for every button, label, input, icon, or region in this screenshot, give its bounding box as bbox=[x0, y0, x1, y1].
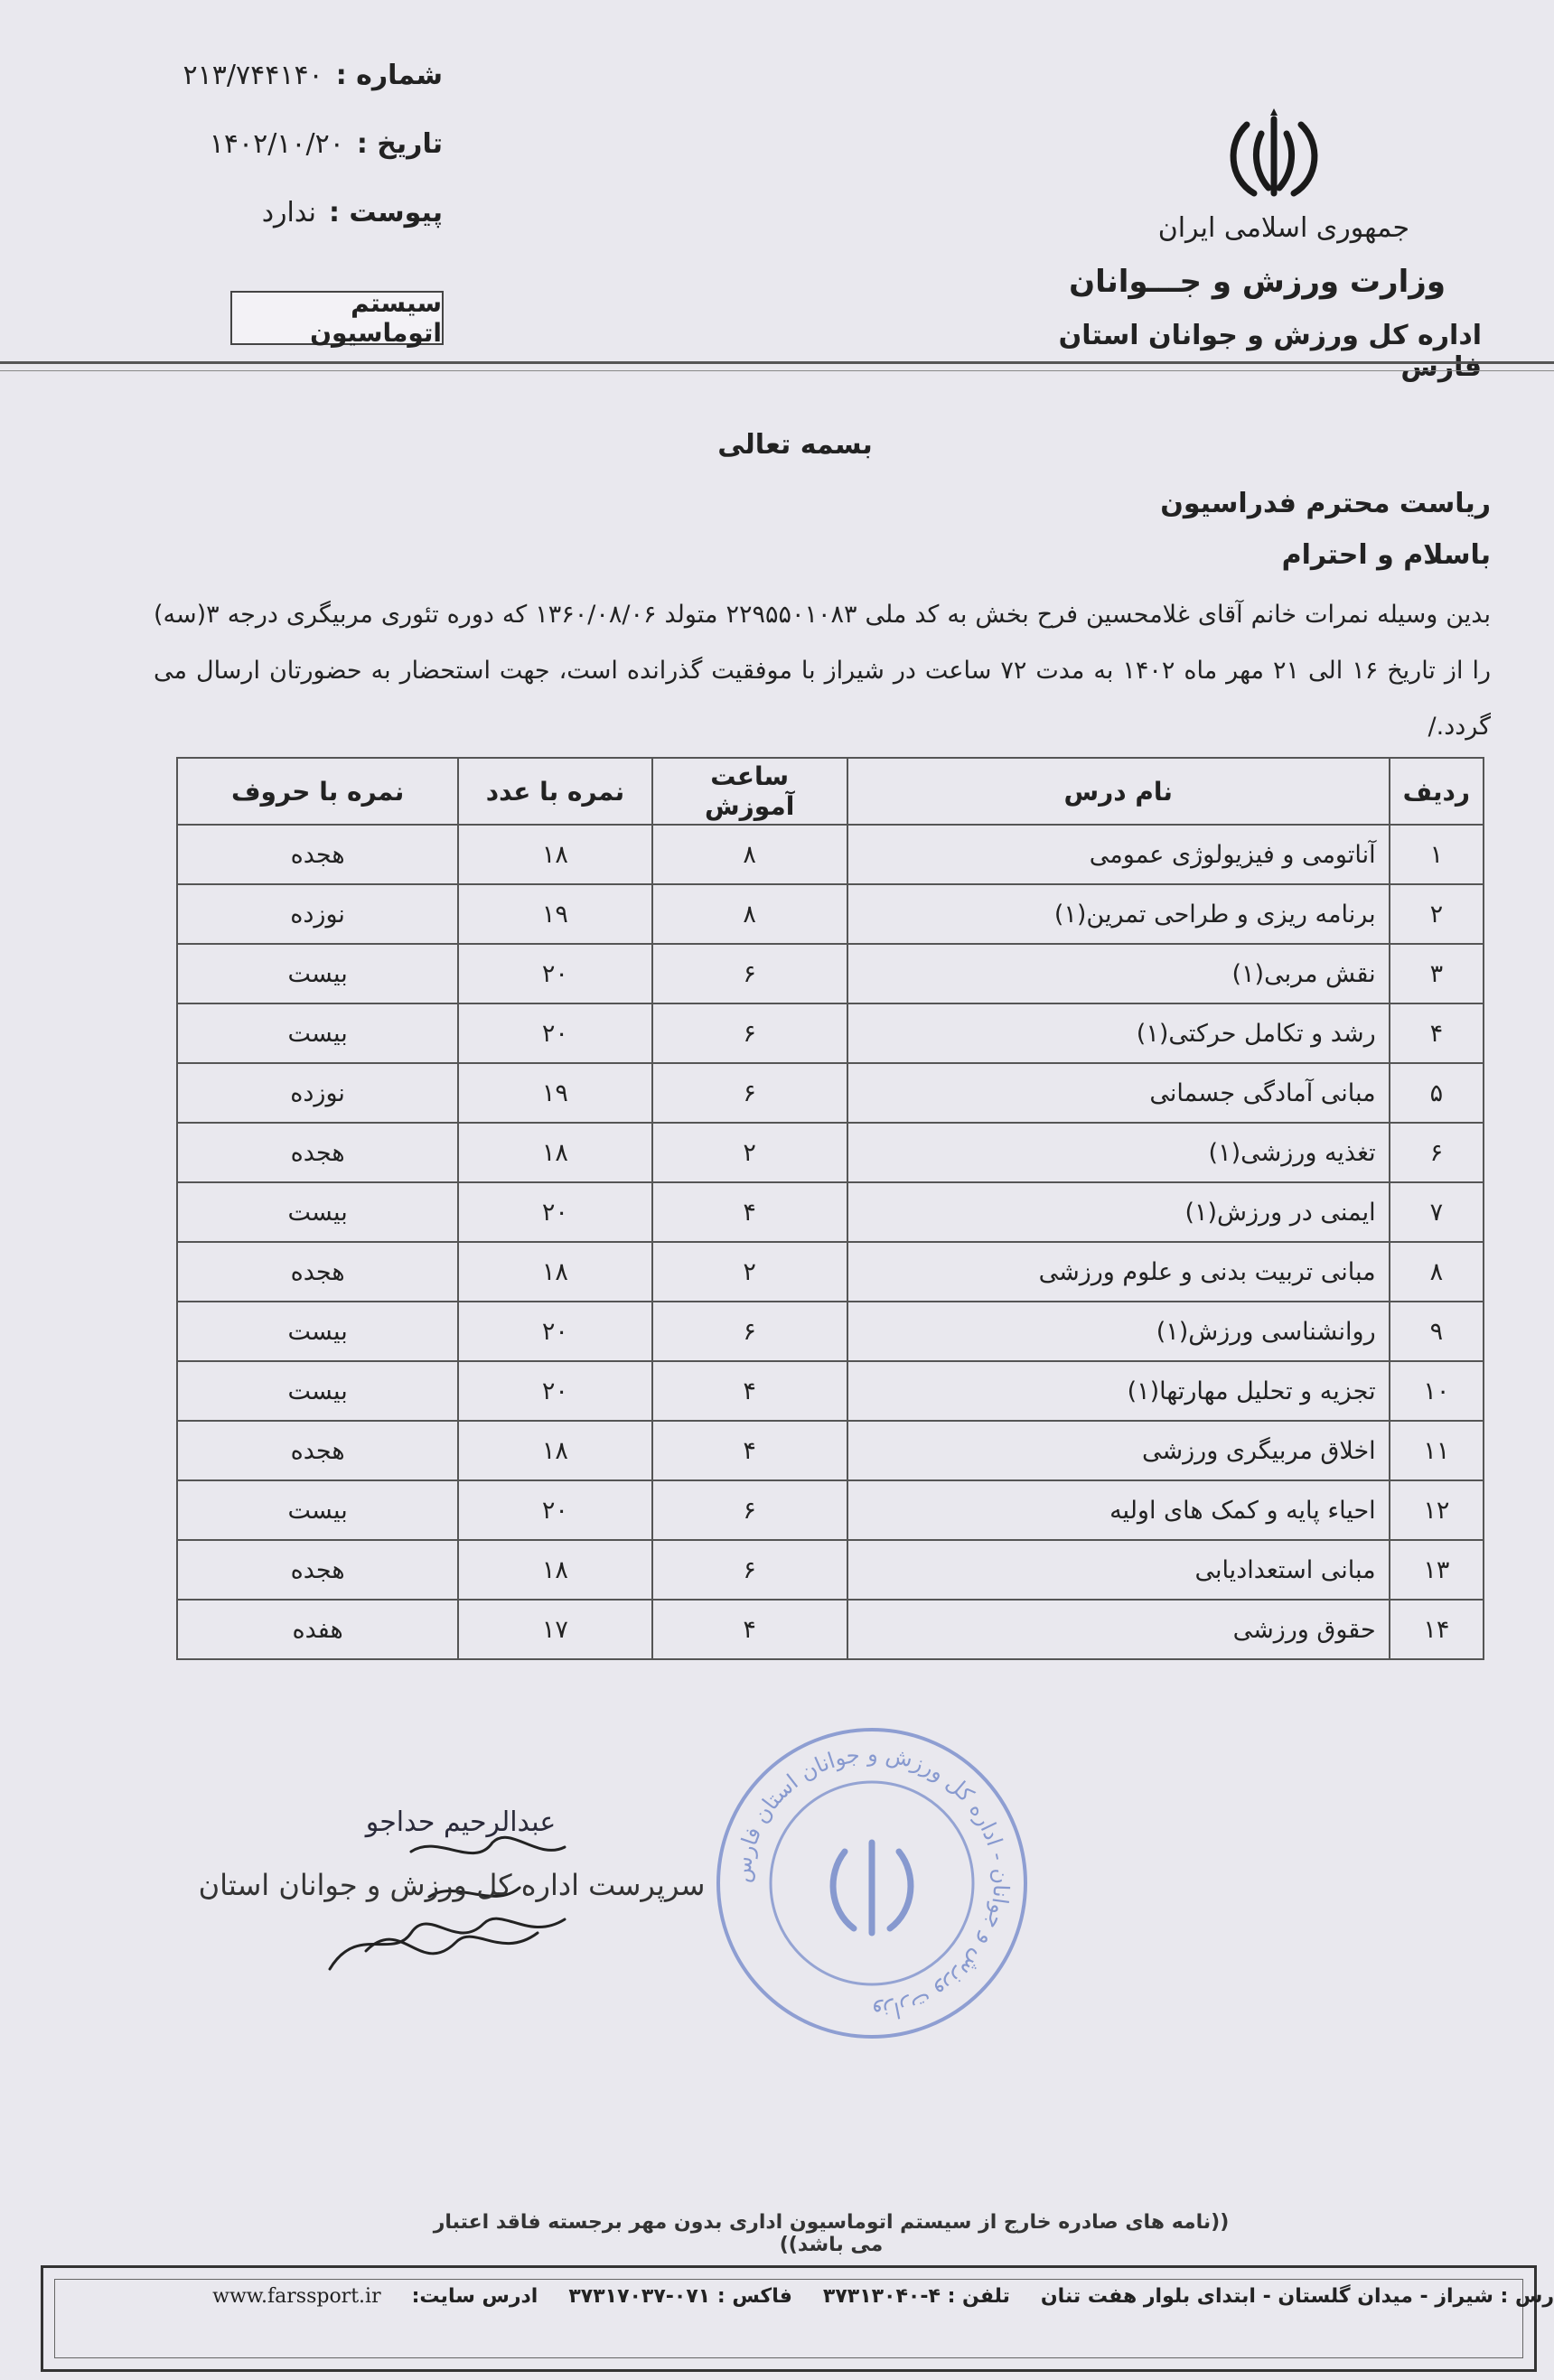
grade-words-cell: بیست bbox=[177, 1182, 458, 1242]
header-divider bbox=[0, 361, 1554, 364]
table-row bbox=[177, 825, 1484, 884]
course-name-cell: مبانی استعدادیابی bbox=[847, 1540, 1390, 1600]
course-name-cell: تغذیه ورزشی(۱) bbox=[847, 1123, 1390, 1182]
grade-number-cell: ۱۸ bbox=[458, 825, 651, 884]
training-hours-cell: ۲ bbox=[652, 1242, 847, 1302]
grade-number-cell: ۲۰ bbox=[458, 1361, 651, 1421]
grade-words-cell: بیست bbox=[177, 1480, 458, 1540]
row-number-cell: ۱۳ bbox=[1390, 1540, 1484, 1600]
grades-table bbox=[176, 757, 1484, 1660]
row-number-cell: ۶ bbox=[1390, 1123, 1484, 1182]
table-row bbox=[177, 1540, 1484, 1600]
grade-words-cell: بیست bbox=[177, 1361, 458, 1421]
footer-website-label: ادرس سایت: bbox=[411, 2285, 538, 2308]
training-hours-cell: ۴ bbox=[652, 1182, 847, 1242]
grade-words-cell: هجده bbox=[177, 1540, 458, 1600]
signatory-name: عبدالرحیم حداجو bbox=[365, 1806, 557, 1838]
official-seal-icon bbox=[705, 1716, 1039, 2050]
course-name-cell: حقوق ورزشی bbox=[847, 1600, 1390, 1659]
course-name-cell: مبانی تربیت بدنی و علوم ورزشی bbox=[847, 1242, 1390, 1302]
course-name-cell: ایمنی در ورزش(۱) bbox=[847, 1182, 1390, 1242]
table-row bbox=[177, 884, 1484, 944]
table-row bbox=[177, 1600, 1484, 1659]
grade-number-cell: ۱۸ bbox=[458, 1540, 651, 1600]
table-row bbox=[177, 1242, 1484, 1302]
course-name-cell: برنامه ریزی و طراحی تمرین(۱) bbox=[847, 884, 1390, 944]
header-divider-thin bbox=[0, 370, 1554, 371]
table-row bbox=[177, 1063, 1484, 1123]
number-row bbox=[136, 41, 443, 109]
course-name-cell: اخلاق مربیگری ورزشی bbox=[847, 1421, 1390, 1480]
grade-number-cell: ۱۸ bbox=[458, 1242, 651, 1302]
country-name: جمهوری اسلامی ایران bbox=[1157, 212, 1409, 244]
training-hours-cell: ۴ bbox=[652, 1421, 847, 1480]
course-name-cell: روانشناسی ورزش(۱) bbox=[847, 1302, 1390, 1361]
number-value: ۲۱۳/۷۴۴۱۴۰ bbox=[183, 59, 323, 91]
row-number-cell: ۱۰ bbox=[1390, 1361, 1484, 1421]
attachment-row bbox=[136, 178, 443, 247]
grade-number-cell: ۱۷ bbox=[458, 1600, 651, 1659]
training-hours-cell: ۶ bbox=[652, 1003, 847, 1063]
header-course-name: نام درس bbox=[847, 758, 1390, 825]
grade-number-cell: ۱۹ bbox=[458, 1063, 651, 1123]
footer-contact bbox=[136, 2285, 1554, 2308]
grade-words-cell: نوزده bbox=[177, 1063, 458, 1123]
header-grade-words: نمره با حروف bbox=[177, 758, 458, 825]
seal-ring-text: وزارت ورزش و جوانان - اداره کل ورزش و جوانان استان فارس bbox=[729, 1741, 1015, 2026]
grade-number-cell: ۲۰ bbox=[458, 1480, 651, 1540]
table-row bbox=[177, 1182, 1484, 1242]
training-hours-cell: ۸ bbox=[652, 825, 847, 884]
table-header-row bbox=[177, 758, 1484, 825]
row-number-cell: ۳ bbox=[1390, 944, 1484, 1003]
row-number-cell: ۹ bbox=[1390, 1302, 1484, 1361]
grades-table-body bbox=[177, 825, 1484, 1659]
header-grade-number: نمره با عدد bbox=[458, 758, 651, 825]
date-value: ۱۴۰۲/۱۰/۲۰ bbox=[209, 127, 344, 160]
grade-number-cell: ۲۰ bbox=[458, 1003, 651, 1063]
office-name: اداره کل ورزش و جوانان استان فارس bbox=[1058, 320, 1482, 383]
date-label: تاریخ : bbox=[356, 127, 443, 160]
training-hours-cell: ۶ bbox=[652, 1302, 847, 1361]
course-name-cell: احیاء پایه و کمک های اولیه bbox=[847, 1480, 1390, 1540]
grade-words-cell: هجده bbox=[177, 1242, 458, 1302]
grade-words-cell: هجده bbox=[177, 1123, 458, 1182]
training-hours-cell: ۴ bbox=[652, 1361, 847, 1421]
grade-number-cell: ۱۸ bbox=[458, 1421, 651, 1480]
addressee: ریاست محترم فدراسیون bbox=[1160, 488, 1491, 519]
table-row bbox=[177, 1421, 1484, 1480]
course-name-cell: آناتومی و فیزیولوژی عمومی bbox=[847, 825, 1390, 884]
date-row bbox=[136, 109, 443, 178]
training-hours-cell: ۶ bbox=[652, 1480, 847, 1540]
grade-words-cell: هفده bbox=[177, 1600, 458, 1659]
table-row bbox=[177, 1123, 1484, 1182]
signatory-title: سرپرست اداره کل ورزش و جوانان استان bbox=[198, 1868, 706, 1902]
training-hours-cell: ۶ bbox=[652, 944, 847, 1003]
bismillah: بسمه تعالی bbox=[717, 429, 873, 461]
table-row bbox=[177, 1361, 1484, 1421]
grade-words-cell: هجده bbox=[177, 1421, 458, 1480]
attachment-label: پیوست : bbox=[328, 196, 443, 229]
table-row bbox=[177, 1480, 1484, 1540]
training-hours-cell: ۲ bbox=[652, 1123, 847, 1182]
letter-body bbox=[154, 488, 1491, 755]
row-number-cell: ۱۴ bbox=[1390, 1600, 1484, 1659]
footer-website-link[interactable]: www.farssport.ir bbox=[212, 2285, 381, 2308]
grade-words-cell: بیست bbox=[177, 944, 458, 1003]
grade-words-cell: بیست bbox=[177, 1302, 458, 1361]
footer-fax: فاکس : ۰۷۱-۳۷۳۱۷۰۳۷ bbox=[568, 2285, 792, 2308]
training-hours-cell: ۶ bbox=[652, 1063, 847, 1123]
iran-emblem-icon bbox=[1220, 107, 1328, 201]
grade-number-cell: ۲۰ bbox=[458, 1182, 651, 1242]
footer-note: ((نامه های صادره خارج از سیستم اتوماسیون اداری بدون مهر برجسته فاقد اعتبار می باشد)) bbox=[433, 2211, 1230, 2256]
row-number-cell: ۷ bbox=[1390, 1182, 1484, 1242]
training-hours-cell: ۸ bbox=[652, 884, 847, 944]
row-number-cell: ۱۱ bbox=[1390, 1421, 1484, 1480]
grade-number-cell: ۲۰ bbox=[458, 1302, 651, 1361]
course-name-cell: تجزیه و تحلیل مهارتها(۱) bbox=[847, 1361, 1390, 1421]
grade-words-cell: بیست bbox=[177, 1003, 458, 1063]
grade-number-cell: ۱۸ bbox=[458, 1123, 651, 1182]
table-row bbox=[177, 1003, 1484, 1063]
grade-words-cell: هجده bbox=[177, 825, 458, 884]
row-number-cell: ۵ bbox=[1390, 1063, 1484, 1123]
footer-box bbox=[41, 2265, 1537, 2372]
automation-badge: سیستم اتوماسیون bbox=[230, 291, 444, 345]
row-number-cell: ۸ bbox=[1390, 1242, 1484, 1302]
government-header bbox=[976, 212, 1482, 383]
grade-number-cell: ۲۰ bbox=[458, 944, 651, 1003]
table-row bbox=[177, 944, 1484, 1003]
number-label: شماره : bbox=[335, 59, 443, 91]
greeting: باسلام و احترام bbox=[1281, 539, 1491, 571]
grade-number-cell: ۱۹ bbox=[458, 884, 651, 944]
letter-meta bbox=[136, 41, 443, 247]
row-number-cell: ۱ bbox=[1390, 825, 1484, 884]
row-number-cell: ۱۲ bbox=[1390, 1480, 1484, 1540]
table-row bbox=[177, 1302, 1484, 1361]
ministry-name: وزارت ورزش و جـــوانان bbox=[1069, 264, 1446, 300]
training-hours-cell: ۴ bbox=[652, 1600, 847, 1659]
header-row-number: ردیف bbox=[1390, 758, 1484, 825]
row-number-cell: ۴ bbox=[1390, 1003, 1484, 1063]
footer-address: رس : شیراز - میدان گلستان - ابتدای بلوار هفت تنان bbox=[1040, 2285, 1554, 2308]
course-name-cell: نقش مربی(۱) bbox=[847, 944, 1390, 1003]
row-number-cell: ۲ bbox=[1390, 884, 1484, 944]
grade-words-cell: نوزده bbox=[177, 884, 458, 944]
letter-paragraph: بدین وسیله نمرات خانم آقای غلامحسین فرح بخش به کد ملی ۲۲۹۵۵۰۱۰۸۳ متولد ۱۳۶۰/۰۸/۰۶ که دوره تئوری مربیگری درجه ۳(سه) را از تاریخ ۱۶ الی ۲۱ مهر ماه ۱۴۰۲ به مدت ۷۲ ساعت در شیراز با موفقیت گذرانده است، جهت استحضار به حضورتان ارسال می گردد./ bbox=[154, 601, 1491, 741]
course-name-cell: رشد و تکامل حرکتی(۱) bbox=[847, 1003, 1390, 1063]
training-hours-cell: ۶ bbox=[652, 1540, 847, 1600]
footer-phone: تلفن : ۴-۳۷۳۱۳۰۴۰ bbox=[822, 2285, 1010, 2308]
header-hours: ساعت آموزش bbox=[652, 758, 847, 825]
course-name-cell: مبانی آمادگی جسمانی bbox=[847, 1063, 1390, 1123]
attachment-value: ندارد bbox=[261, 196, 316, 229]
